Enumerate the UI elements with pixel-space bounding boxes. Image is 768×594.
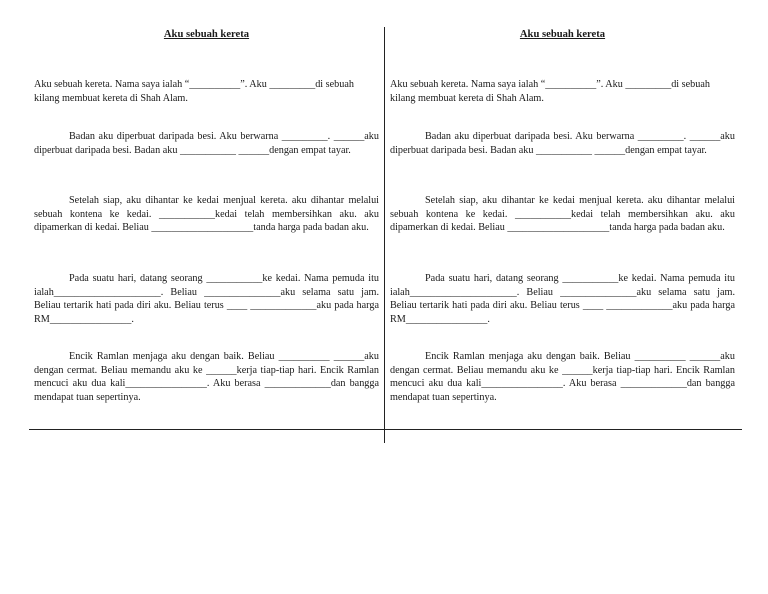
paragraph-5-text: Encik Ramlan menjaga aku dengan baik. Beliau __________ ______aku dengan cermat. Beliau memandu aku ke ______kerja tiap-tiap hari. Encik Ramlan mencuci aku dua kali________________. Aku berasa _____________dan bangga mendapat tuan sepertinya. [34, 351, 379, 403]
paragraph-2 [390, 130, 735, 157]
worksheet-title: Aku sebuah kereta [163, 29, 250, 40]
cut-line [29, 429, 742, 430]
paragraph-2 [34, 130, 379, 157]
paragraph-4-text: Pada suatu hari, datang seorang ___________ke kedai. Nama pemuda itu ialah_____________________. Beliau _______________aku selama satu jam. Beliau tertarik hati pada diri aku. Beliau terus ____ _____________aku pada harga RM________________. [34, 273, 379, 325]
paragraph-5-text: Encik Ramlan menjaga aku dengan baik. Beliau __________ ______aku dengan cermat. Beliau memandu aku ke ______kerja tiap-tiap hari. Encik Ramlan mencuci aku dua kali________________. Aku berasa _____________dan bangga mendapat tuan sepertinya. [390, 351, 735, 403]
paragraph-2-text: Badan aku diperbuat daripada besi. Aku berwarna _________. ______aku diperbuat daripada besi. Badan aku ___________ ______dengan empat tayar. [34, 131, 379, 156]
worksheet-column-left [34, 28, 379, 403]
paragraph-5 [34, 350, 379, 404]
paragraph-1: Aku sebuah kereta. Nama saya ialah “__________”. Aku _________di sebuah kilang membuat kereta di Shah Alam. [390, 79, 710, 104]
paragraph-3-text: Setelah siap, aku dihantar ke kedai menjual kereta. aku dihantar melalui sebuah kontena ke kedai. ___________kedai telah membersihkan aku. aku dipamerkan di kedai. Beliau ____________________tanda harga pada badan aku. [34, 195, 379, 234]
worksheet-column-right [390, 28, 735, 403]
worksheet-title: Aku sebuah kereta [519, 29, 606, 40]
paragraph-3-text: Setelah siap, aku dihantar ke kedai menjual kereta. aku dihantar melalui sebuah kontena ke kedai. ___________kedai telah membersihkan aku. aku dipamerkan di kedai. Beliau ____________________tanda harga pada badan aku. [390, 195, 735, 234]
paragraph-2-text: Badan aku diperbuat daripada besi. Aku berwarna _________. ______aku diperbuat daripada besi. Badan aku ___________ ______dengan empat tayar. [390, 131, 735, 156]
paragraph-4 [390, 272, 735, 326]
paragraph-4 [34, 272, 379, 326]
paragraph-5 [390, 350, 735, 404]
paragraph-4-text: Pada suatu hari, datang seorang ___________ke kedai. Nama pemuda itu ialah_____________________. Beliau _______________aku selama satu jam. Beliau tertarik hati pada diri aku. Beliau terus ____ _____________aku pada harga RM________________. [390, 273, 735, 325]
column-divider [384, 27, 385, 443]
paragraph-1: Aku sebuah kereta. Nama saya ialah “__________”. Aku _________di sebuah kilang membuat kereta di Shah Alam. [34, 79, 354, 104]
paragraph-3 [390, 194, 735, 235]
paragraph-3 [34, 194, 379, 235]
